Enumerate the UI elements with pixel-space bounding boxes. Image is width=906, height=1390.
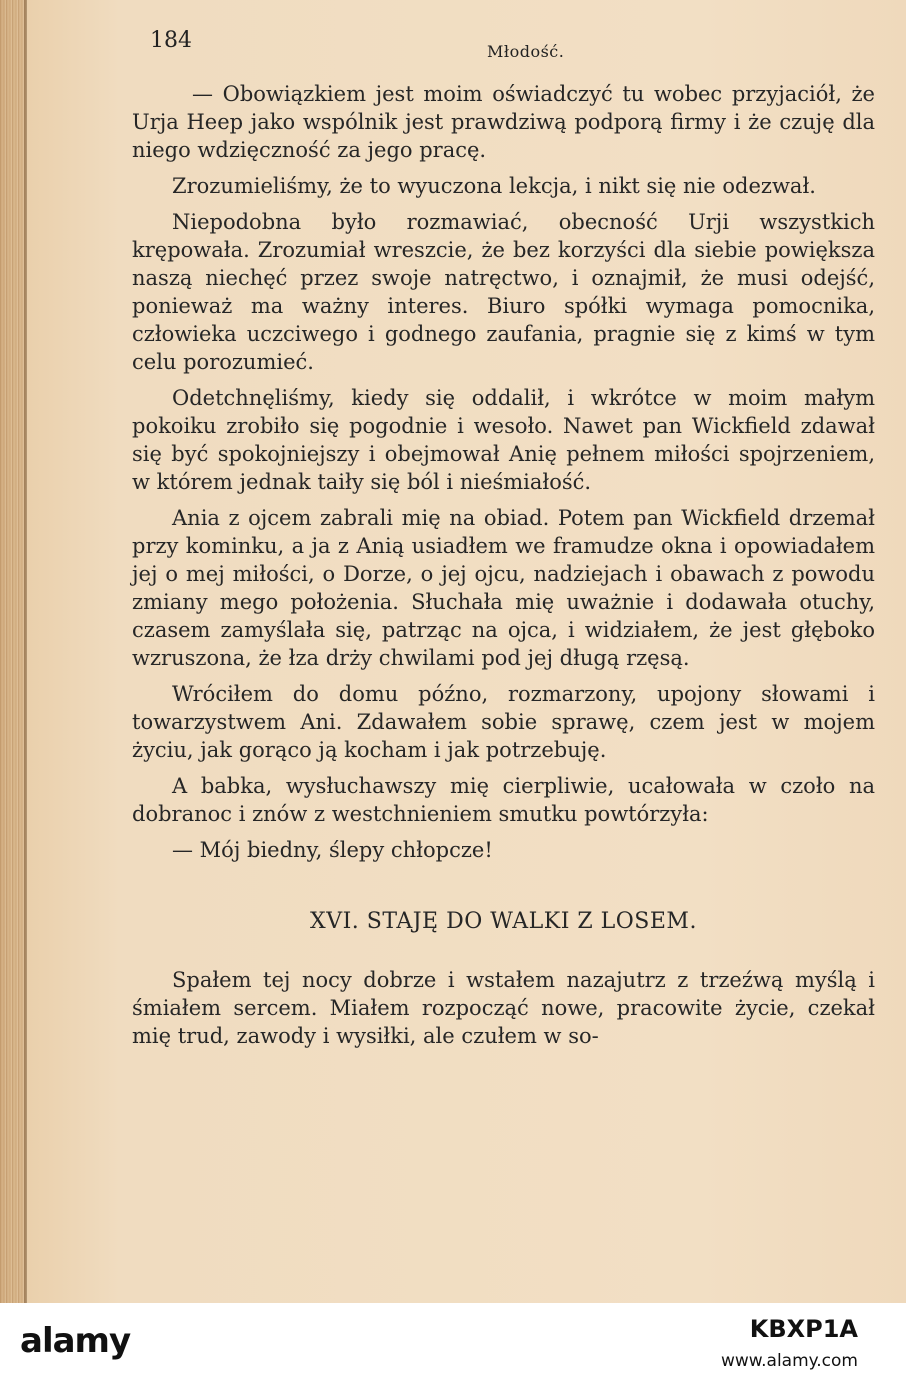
watermark-url: www.alamy.com [720,1351,858,1371]
paragraph: Niepodobna było rozmawiać, obecność Urji wszystkich krępowała. Zrozumiał wreszcie, że bez korzyści dla siebie powiększa naszą niechęć przez swoje natręctwo, i oznajmił, że musi odejść, ponieważ ma ważny interes. Biuro spółki wymaga pomocnika, człowieka uczciwego i godnego zaufania, pragnie się z kimś w tym celu porozumieć. [132,210,875,374]
body-text [132,80,875,1058]
image-id: KBXP1A [749,1315,858,1343]
alamy-logo [20,1321,130,1361]
paragraph: Ania z ojcem zabrali mię na obiad. Potem pan Wickfield drzemał przy kominku, a ja z Anią usiadłem we framudze okna i opowiadałem jej o mej miłości, o Dorze, o jej ojcu, nadziejach i obawach z powodu zmiany mego położenia. Słuchała mię uważnie i dodawała otuchy, czasem zamyślała się, patrząc na ojca, i widziałem, że jest głęboko wzruszona, że łza drży chwilami pod jej długą rzęsą. [132,506,875,670]
running-head: Młodość. [487,42,565,61]
chapter-paragraph: Spałem tej nocy dobrze i wstałem nazajutrz z trzeźwą myślą i śmiałem sercem. Miałem rozpocząć nowe, pracowite życie, czekał mię trud, zawody i wysiłki, ale czułem w so- [132,968,875,1048]
logo-text: alamy [20,1321,131,1361]
book-binding [0,0,26,1303]
paragraph: Wróciłem do domu późno, rozmarzony, upojony słowami i towarzystwem Ani. Zdawałem sobie sprawę, czem jest w mojem życiu, jak gorąco ją kocham i jak potrzebuję. [132,682,875,762]
watermark-footer [0,1303,906,1390]
paragraph: Odetchnęliśmy, kiedy się oddalił, i wkrótce w moim małym pokoiku zrobiło się pogodnie i wesoło. Nawet pan Wickfield zdawał się być spokojniejszy i obejmował Anię pełnem miłości spojrzeniem, w którem jednak taiły się ból i nieśmiałość. [132,386,875,494]
paragraph: A babka, wysłuchawszy mię cierpliwie, ucałowała w czoło na dobranoc i znów z westchnieniem smutku powtórzyła: [132,774,875,826]
binding-edge [24,0,27,1303]
chapter-heading: XVI. STAJĘ DO WALKI Z LOSEM. [310,909,697,934]
page-number: 184 [150,28,192,53]
page-header [0,0,906,90]
paragraph: — Obowiązkiem jest moim oświadczyć tu wobec przyjaciół, że Urja Heep jako wspólnik jest prawdziwą podporą firmy i że czuję dla niego wdzięczność za jego pracę. [132,82,875,162]
paragraph: — Mój biedny, ślepy chłopcze! [172,838,493,862]
paragraph: Zrozumieliśmy, że to wyuczona lekcja, i nikt się nie odezwał. [172,174,816,198]
